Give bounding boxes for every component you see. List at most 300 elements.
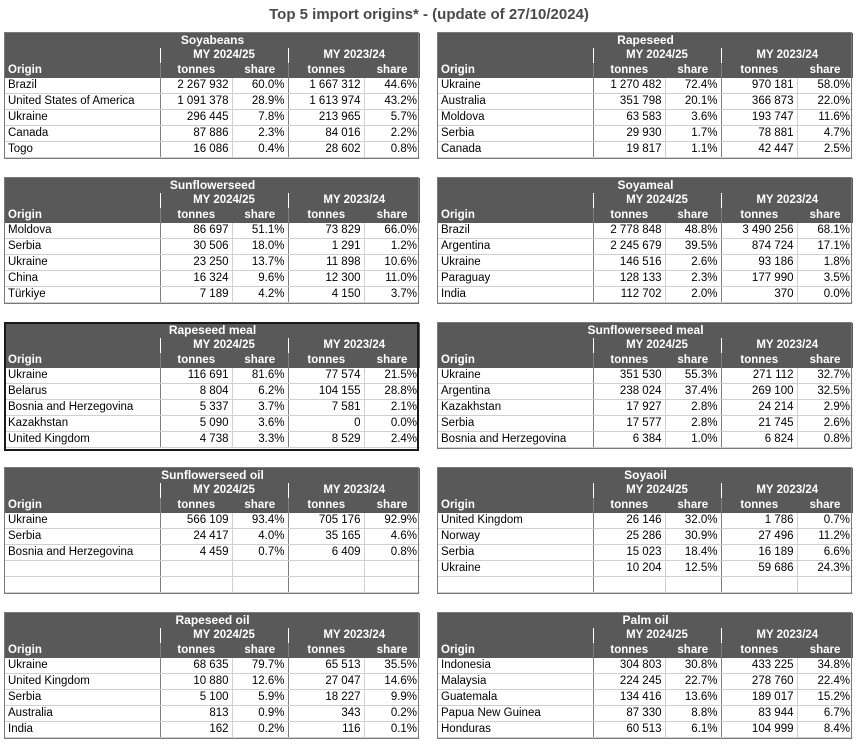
origin-cell: Paraguay <box>438 271 593 287</box>
share-current-cell: 6.2% <box>232 384 288 400</box>
marketing-year-current-header: MY 2024/25 <box>593 193 721 208</box>
tonnes-current-cell: 146 516 <box>593 255 665 271</box>
marketing-year-previous-header: MY 2023/24 <box>721 628 853 643</box>
share-previous-cell: 24.3% <box>797 561 853 577</box>
tonnes-previous-cell: 16 189 <box>721 545 797 561</box>
header-blank <box>438 628 593 643</box>
tonnes-current-cell: 2 267 932 <box>160 78 232 94</box>
sunflowerseed-meal-table <box>438 323 853 448</box>
origin-cell: Serbia <box>438 545 593 561</box>
table-row <box>5 368 420 384</box>
share-previous-cell: 2.9% <box>797 400 853 416</box>
tonnes-header: tonnes <box>721 353 797 368</box>
tonnes-previous-cell: 73 829 <box>288 223 364 239</box>
product-title: Rapeseed <box>438 33 853 48</box>
table-row <box>438 529 853 545</box>
tonnes-previous-cell: 21 745 <box>721 416 797 432</box>
share-header: share <box>665 353 721 368</box>
tonnes-header: tonnes <box>160 353 232 368</box>
origin-header: Origin <box>5 353 160 368</box>
share-previous-cell: 2.5% <box>797 142 853 158</box>
tonnes-previous-cell: 27 047 <box>288 674 364 690</box>
origin-cell: Bosnia and Herzegovina <box>5 400 160 416</box>
tonnes-current-cell: 16 086 <box>160 142 232 158</box>
share-previous-cell: 11.0% <box>364 271 420 287</box>
share-previous-cell: 0.8% <box>364 545 420 561</box>
share-current-cell: 2.8% <box>665 416 721 432</box>
table-row <box>5 223 420 239</box>
rapeseed-oil-table <box>5 613 420 738</box>
product-title: Palm oil <box>438 613 853 628</box>
header-blank <box>5 483 160 498</box>
origin-cell: United Kingdom <box>438 513 593 529</box>
share-header: share <box>797 498 853 513</box>
share-previous-cell: 34.8% <box>797 658 853 674</box>
share-header: share <box>364 208 420 223</box>
tonnes-previous-cell: 24 214 <box>721 400 797 416</box>
tonnes-previous-cell: 705 176 <box>288 513 364 529</box>
tonnes-header: tonnes <box>721 643 797 658</box>
header-blank <box>5 628 160 643</box>
share-previous-cell: 22.4% <box>797 674 853 690</box>
share-current-cell: 6.1% <box>665 722 721 738</box>
origin-header: Origin <box>5 498 160 513</box>
tonnes-previous-cell <box>288 561 364 577</box>
share-current-cell: 9.6% <box>232 271 288 287</box>
tonnes-current-cell <box>160 577 232 593</box>
share-previous-cell: 2.2% <box>364 126 420 142</box>
tonnes-previous-cell: 177 990 <box>721 271 797 287</box>
tonnes-previous-cell: 11 898 <box>288 255 364 271</box>
origin-cell: Argentina <box>438 384 593 400</box>
share-current-cell <box>665 577 721 593</box>
tonnes-header: tonnes <box>288 208 364 223</box>
table-row <box>438 142 853 158</box>
share-previous-cell: 1.2% <box>364 239 420 255</box>
share-previous-cell: 8.4% <box>797 722 853 738</box>
tonnes-previous-cell: 4 150 <box>288 287 364 303</box>
tonnes-current-cell: 25 286 <box>593 529 665 545</box>
tonnes-current-cell: 238 024 <box>593 384 665 400</box>
share-previous-cell: 2.1% <box>364 400 420 416</box>
share-previous-cell: 5.7% <box>364 110 420 126</box>
tonnes-current-cell: 304 803 <box>593 658 665 674</box>
origin-cell: Ukraine <box>438 255 593 271</box>
tonnes-header: tonnes <box>160 498 232 513</box>
share-current-cell <box>232 561 288 577</box>
tonnes-previous-cell: 27 496 <box>721 529 797 545</box>
origin-cell: Moldova <box>5 223 160 239</box>
tonnes-current-cell: 10 880 <box>160 674 232 690</box>
share-current-cell: 12.6% <box>232 674 288 690</box>
tonnes-previous-cell: 970 181 <box>721 78 797 94</box>
share-current-cell: 1.7% <box>665 126 721 142</box>
table-row <box>438 722 853 738</box>
table-row <box>5 384 420 400</box>
table-row <box>438 658 853 674</box>
origin-cell: United States of America <box>5 94 160 110</box>
origin-cell: Australia <box>5 706 160 722</box>
table-row <box>438 126 853 142</box>
table-row <box>5 513 420 529</box>
share-header: share <box>364 643 420 658</box>
share-previous-cell: 6.7% <box>797 706 853 722</box>
origin-header: Origin <box>438 353 593 368</box>
share-header: share <box>232 208 288 223</box>
share-current-cell: 0.7% <box>232 545 288 561</box>
tonnes-header: tonnes <box>721 63 797 78</box>
origin-cell: Ukraine <box>5 255 160 271</box>
product-title: Sunflowerseed meal <box>438 323 853 338</box>
marketing-year-previous-header: MY 2023/24 <box>288 483 420 498</box>
origin-header: Origin <box>5 208 160 223</box>
origin-cell: Serbia <box>5 239 160 255</box>
tonnes-current-cell: 30 506 <box>160 239 232 255</box>
tonnes-current-cell: 16 324 <box>160 271 232 287</box>
tonnes-current-cell: 1 091 378 <box>160 94 232 110</box>
origin-cell: Bosnia and Herzegovina <box>5 545 160 561</box>
table-row <box>438 94 853 110</box>
origin-cell: Norway <box>438 529 593 545</box>
marketing-year-previous-header: MY 2023/24 <box>721 48 853 63</box>
header-blank <box>438 483 593 498</box>
share-current-cell: 20.1% <box>665 94 721 110</box>
share-current-cell: 2.6% <box>665 255 721 271</box>
product-title: Sunflowerseed oil <box>5 468 420 483</box>
share-current-cell: 48.8% <box>665 223 721 239</box>
table-row <box>438 368 853 384</box>
origin-cell: United Kingdom <box>5 432 160 448</box>
tonnes-header: tonnes <box>593 498 665 513</box>
table-row <box>5 432 420 448</box>
tonnes-current-cell: 17 577 <box>593 416 665 432</box>
share-previous-cell: 1.8% <box>797 255 853 271</box>
marketing-year-current-header: MY 2024/25 <box>160 48 288 63</box>
share-current-cell: 60.0% <box>232 78 288 94</box>
marketing-year-previous-header: MY 2023/24 <box>288 338 420 353</box>
header-blank <box>438 338 593 353</box>
tonnes-previous-cell: 65 513 <box>288 658 364 674</box>
tonnes-previous-cell: 1 613 974 <box>288 94 364 110</box>
table-row <box>5 110 420 126</box>
tonnes-previous-cell: 12 300 <box>288 271 364 287</box>
share-previous-cell: 21.5% <box>364 368 420 384</box>
table-row <box>438 384 853 400</box>
table-row <box>438 239 853 255</box>
origin-cell: Kazakhstan <box>438 400 593 416</box>
share-previous-cell: 2.4% <box>364 432 420 448</box>
share-header: share <box>665 208 721 223</box>
share-current-cell: 2.3% <box>232 126 288 142</box>
tonnes-current-cell: 68 635 <box>160 658 232 674</box>
origin-cell: Malaysia <box>438 674 593 690</box>
tonnes-current-cell <box>160 561 232 577</box>
table-row <box>438 271 853 287</box>
origin-cell: Honduras <box>438 722 593 738</box>
tonnes-current-cell: 134 416 <box>593 690 665 706</box>
tonnes-current-cell: 7 189 <box>160 287 232 303</box>
table-row <box>5 577 420 593</box>
tonnes-previous-cell: 193 747 <box>721 110 797 126</box>
product-title: Rapeseed oil <box>5 613 420 628</box>
marketing-year-current-header: MY 2024/25 <box>160 193 288 208</box>
share-previous-cell: 15.2% <box>797 690 853 706</box>
table-row <box>5 287 420 303</box>
origin-cell: Argentina <box>438 239 593 255</box>
tonnes-header: tonnes <box>593 63 665 78</box>
origin-header: Origin <box>438 208 593 223</box>
tonnes-previous-cell: 84 016 <box>288 126 364 142</box>
share-previous-cell: 32.7% <box>797 368 853 384</box>
tonnes-previous-cell: 93 186 <box>721 255 797 271</box>
share-previous-cell: 4.7% <box>797 126 853 142</box>
marketing-year-current-header: MY 2024/25 <box>593 628 721 643</box>
product-title: Soyabeans <box>5 33 420 48</box>
tonnes-previous-cell: 83 944 <box>721 706 797 722</box>
soyaoil-table <box>438 468 853 593</box>
origin-cell: Guatemala <box>438 690 593 706</box>
marketing-year-previous-header: MY 2023/24 <box>288 48 420 63</box>
share-current-cell: 1.0% <box>665 432 721 448</box>
share-current-cell: 3.6% <box>232 416 288 432</box>
tonnes-previous-cell: 1 786 <box>721 513 797 529</box>
header-blank <box>5 338 160 353</box>
tonnes-previous-cell: 366 873 <box>721 94 797 110</box>
share-previous-cell: 32.5% <box>797 384 853 400</box>
share-header: share <box>232 498 288 513</box>
origin-header: Origin <box>438 643 593 658</box>
tonnes-current-cell: 17 927 <box>593 400 665 416</box>
tonnes-header: tonnes <box>288 63 364 78</box>
share-header: share <box>364 498 420 513</box>
share-header: share <box>232 63 288 78</box>
origin-header: Origin <box>5 643 160 658</box>
share-header: share <box>797 208 853 223</box>
share-previous-cell: 0.1% <box>364 722 420 738</box>
share-previous-cell: 11.6% <box>797 110 853 126</box>
share-header: share <box>232 353 288 368</box>
tonnes-header: tonnes <box>160 208 232 223</box>
share-previous-cell: 43.2% <box>364 94 420 110</box>
tonnes-current-cell: 296 445 <box>160 110 232 126</box>
share-previous-cell: 10.6% <box>364 255 420 271</box>
origin-cell: Togo <box>5 142 160 158</box>
table-row <box>5 561 420 577</box>
product-title: Rapeseed meal <box>5 323 420 338</box>
origin-cell: Australia <box>438 94 593 110</box>
product-title: Sunflowerseed <box>5 178 420 193</box>
share-header: share <box>665 643 721 658</box>
tonnes-previous-cell: 42 447 <box>721 142 797 158</box>
tonnes-current-cell: 63 583 <box>593 110 665 126</box>
tonnes-current-cell <box>593 577 665 593</box>
tonnes-previous-cell: 271 112 <box>721 368 797 384</box>
tonnes-header: tonnes <box>160 63 232 78</box>
tonnes-previous-cell: 6 824 <box>721 432 797 448</box>
tonnes-current-cell: 86 697 <box>160 223 232 239</box>
marketing-year-previous-header: MY 2023/24 <box>721 193 853 208</box>
share-current-cell: 2.0% <box>665 287 721 303</box>
tonnes-current-cell: 162 <box>160 722 232 738</box>
origin-cell: India <box>438 287 593 303</box>
table-row <box>5 142 420 158</box>
origin-header: Origin <box>5 63 160 78</box>
table-row <box>438 416 853 432</box>
share-current-cell: 79.7% <box>232 658 288 674</box>
table-row <box>438 674 853 690</box>
share-header: share <box>665 498 721 513</box>
tonnes-current-cell: 5 337 <box>160 400 232 416</box>
tonnes-current-cell: 112 702 <box>593 287 665 303</box>
tonnes-previous-cell: 77 574 <box>288 368 364 384</box>
table-row <box>5 271 420 287</box>
page-title: Top 5 import origins* - (update of 27/10/2024) <box>269 6 589 23</box>
table-row <box>5 255 420 271</box>
origin-cell: Türkiye <box>5 287 160 303</box>
tonnes-header: tonnes <box>721 208 797 223</box>
marketing-year-current-header: MY 2024/25 <box>160 338 288 353</box>
marketing-year-previous-header: MY 2023/24 <box>721 338 853 353</box>
table-row <box>438 513 853 529</box>
marketing-year-previous-header: MY 2023/24 <box>288 193 420 208</box>
tonnes-previous-cell: 0 <box>288 416 364 432</box>
share-current-cell: 22.7% <box>665 674 721 690</box>
share-previous-cell: 2.6% <box>797 416 853 432</box>
share-previous-cell: 92.9% <box>364 513 420 529</box>
share-previous-cell: 0.8% <box>364 142 420 158</box>
share-current-cell: 5.9% <box>232 690 288 706</box>
tonnes-previous-cell: 278 760 <box>721 674 797 690</box>
share-current-cell: 28.9% <box>232 94 288 110</box>
share-previous-cell: 4.6% <box>364 529 420 545</box>
share-current-cell: 39.5% <box>665 239 721 255</box>
tonnes-previous-cell: 269 100 <box>721 384 797 400</box>
marketing-year-current-header: MY 2024/25 <box>160 628 288 643</box>
tonnes-previous-cell: 343 <box>288 706 364 722</box>
origin-cell: Ukraine <box>5 110 160 126</box>
share-current-cell: 4.0% <box>232 529 288 545</box>
origin-cell: Ukraine <box>5 368 160 384</box>
origin-cell: Papua New Guinea <box>438 706 593 722</box>
table-row <box>5 239 420 255</box>
marketing-year-previous-header: MY 2023/24 <box>288 628 420 643</box>
share-previous-cell: 3.5% <box>797 271 853 287</box>
share-current-cell: 0.2% <box>232 722 288 738</box>
origin-cell: Canada <box>5 126 160 142</box>
share-current-cell: 7.8% <box>232 110 288 126</box>
share-previous-cell: 68.1% <box>797 223 853 239</box>
tonnes-previous-cell: 433 225 <box>721 658 797 674</box>
share-previous-cell: 6.6% <box>797 545 853 561</box>
origin-cell: Bosnia and Herzegovina <box>438 432 593 448</box>
share-current-cell: 55.3% <box>665 368 721 384</box>
share-current-cell: 13.7% <box>232 255 288 271</box>
origin-cell <box>5 561 160 577</box>
share-current-cell: 13.6% <box>665 690 721 706</box>
share-header: share <box>797 353 853 368</box>
marketing-year-current-header: MY 2024/25 <box>593 48 721 63</box>
share-current-cell: 18.4% <box>665 545 721 561</box>
marketing-year-previous-header: MY 2023/24 <box>721 483 853 498</box>
share-previous-cell: 17.1% <box>797 239 853 255</box>
share-current-cell: 0.9% <box>232 706 288 722</box>
table-row <box>5 126 420 142</box>
tonnes-previous-cell: 213 965 <box>288 110 364 126</box>
origin-cell: Kazakhstan <box>5 416 160 432</box>
origin-cell: China <box>5 271 160 287</box>
header-blank <box>438 193 593 208</box>
share-previous-cell: 0.0% <box>364 416 420 432</box>
soyameal-table <box>438 178 853 303</box>
tonnes-current-cell: 1 270 482 <box>593 78 665 94</box>
share-previous-cell: 35.5% <box>364 658 420 674</box>
table-row <box>438 706 853 722</box>
table-row <box>438 577 853 593</box>
table-row <box>438 78 853 94</box>
tonnes-current-cell: 4 459 <box>160 545 232 561</box>
palm-oil-table <box>438 613 853 738</box>
tonnes-current-cell: 6 384 <box>593 432 665 448</box>
share-header: share <box>797 643 853 658</box>
header-blank <box>438 48 593 63</box>
table-row <box>5 545 420 561</box>
share-header: share <box>364 353 420 368</box>
tonnes-current-cell: 224 245 <box>593 674 665 690</box>
sunflowerseed-oil-table <box>5 468 420 593</box>
tonnes-current-cell: 87 330 <box>593 706 665 722</box>
table-row <box>5 674 420 690</box>
tonnes-header: tonnes <box>721 498 797 513</box>
table-row <box>438 545 853 561</box>
soyabeans-table <box>5 33 420 158</box>
share-current-cell: 3.3% <box>232 432 288 448</box>
share-header: share <box>665 63 721 78</box>
share-current-cell: 93.4% <box>232 513 288 529</box>
table-row <box>438 432 853 448</box>
share-current-cell: 18.0% <box>232 239 288 255</box>
tonnes-previous-cell: 59 686 <box>721 561 797 577</box>
origin-cell: India <box>5 722 160 738</box>
tonnes-current-cell: 813 <box>160 706 232 722</box>
tonnes-previous-cell: 6 409 <box>288 545 364 561</box>
share-previous-cell: 0.2% <box>364 706 420 722</box>
share-current-cell: 4.2% <box>232 287 288 303</box>
origin-cell: United Kingdom <box>5 674 160 690</box>
share-current-cell <box>232 577 288 593</box>
share-previous-cell: 0.0% <box>797 287 853 303</box>
origin-cell <box>5 577 160 593</box>
rapeseed-meal-table <box>5 323 420 448</box>
table-row <box>5 706 420 722</box>
share-previous-cell <box>364 561 420 577</box>
tonnes-previous-cell: 78 881 <box>721 126 797 142</box>
origin-cell: Ukraine <box>438 78 593 94</box>
tonnes-previous-cell: 1 291 <box>288 239 364 255</box>
tonnes-previous-cell: 104 999 <box>721 722 797 738</box>
tonnes-current-cell: 87 886 <box>160 126 232 142</box>
tonnes-previous-cell: 8 529 <box>288 432 364 448</box>
share-current-cell: 81.6% <box>232 368 288 384</box>
tonnes-header: tonnes <box>593 353 665 368</box>
table-row <box>5 658 420 674</box>
table-row <box>5 94 420 110</box>
rapeseed-table <box>438 33 853 158</box>
product-title: Soyaoil <box>438 468 853 483</box>
share-header: share <box>232 643 288 658</box>
tonnes-current-cell: 10 204 <box>593 561 665 577</box>
tonnes-previous-cell: 189 017 <box>721 690 797 706</box>
share-current-cell: 72.4% <box>665 78 721 94</box>
